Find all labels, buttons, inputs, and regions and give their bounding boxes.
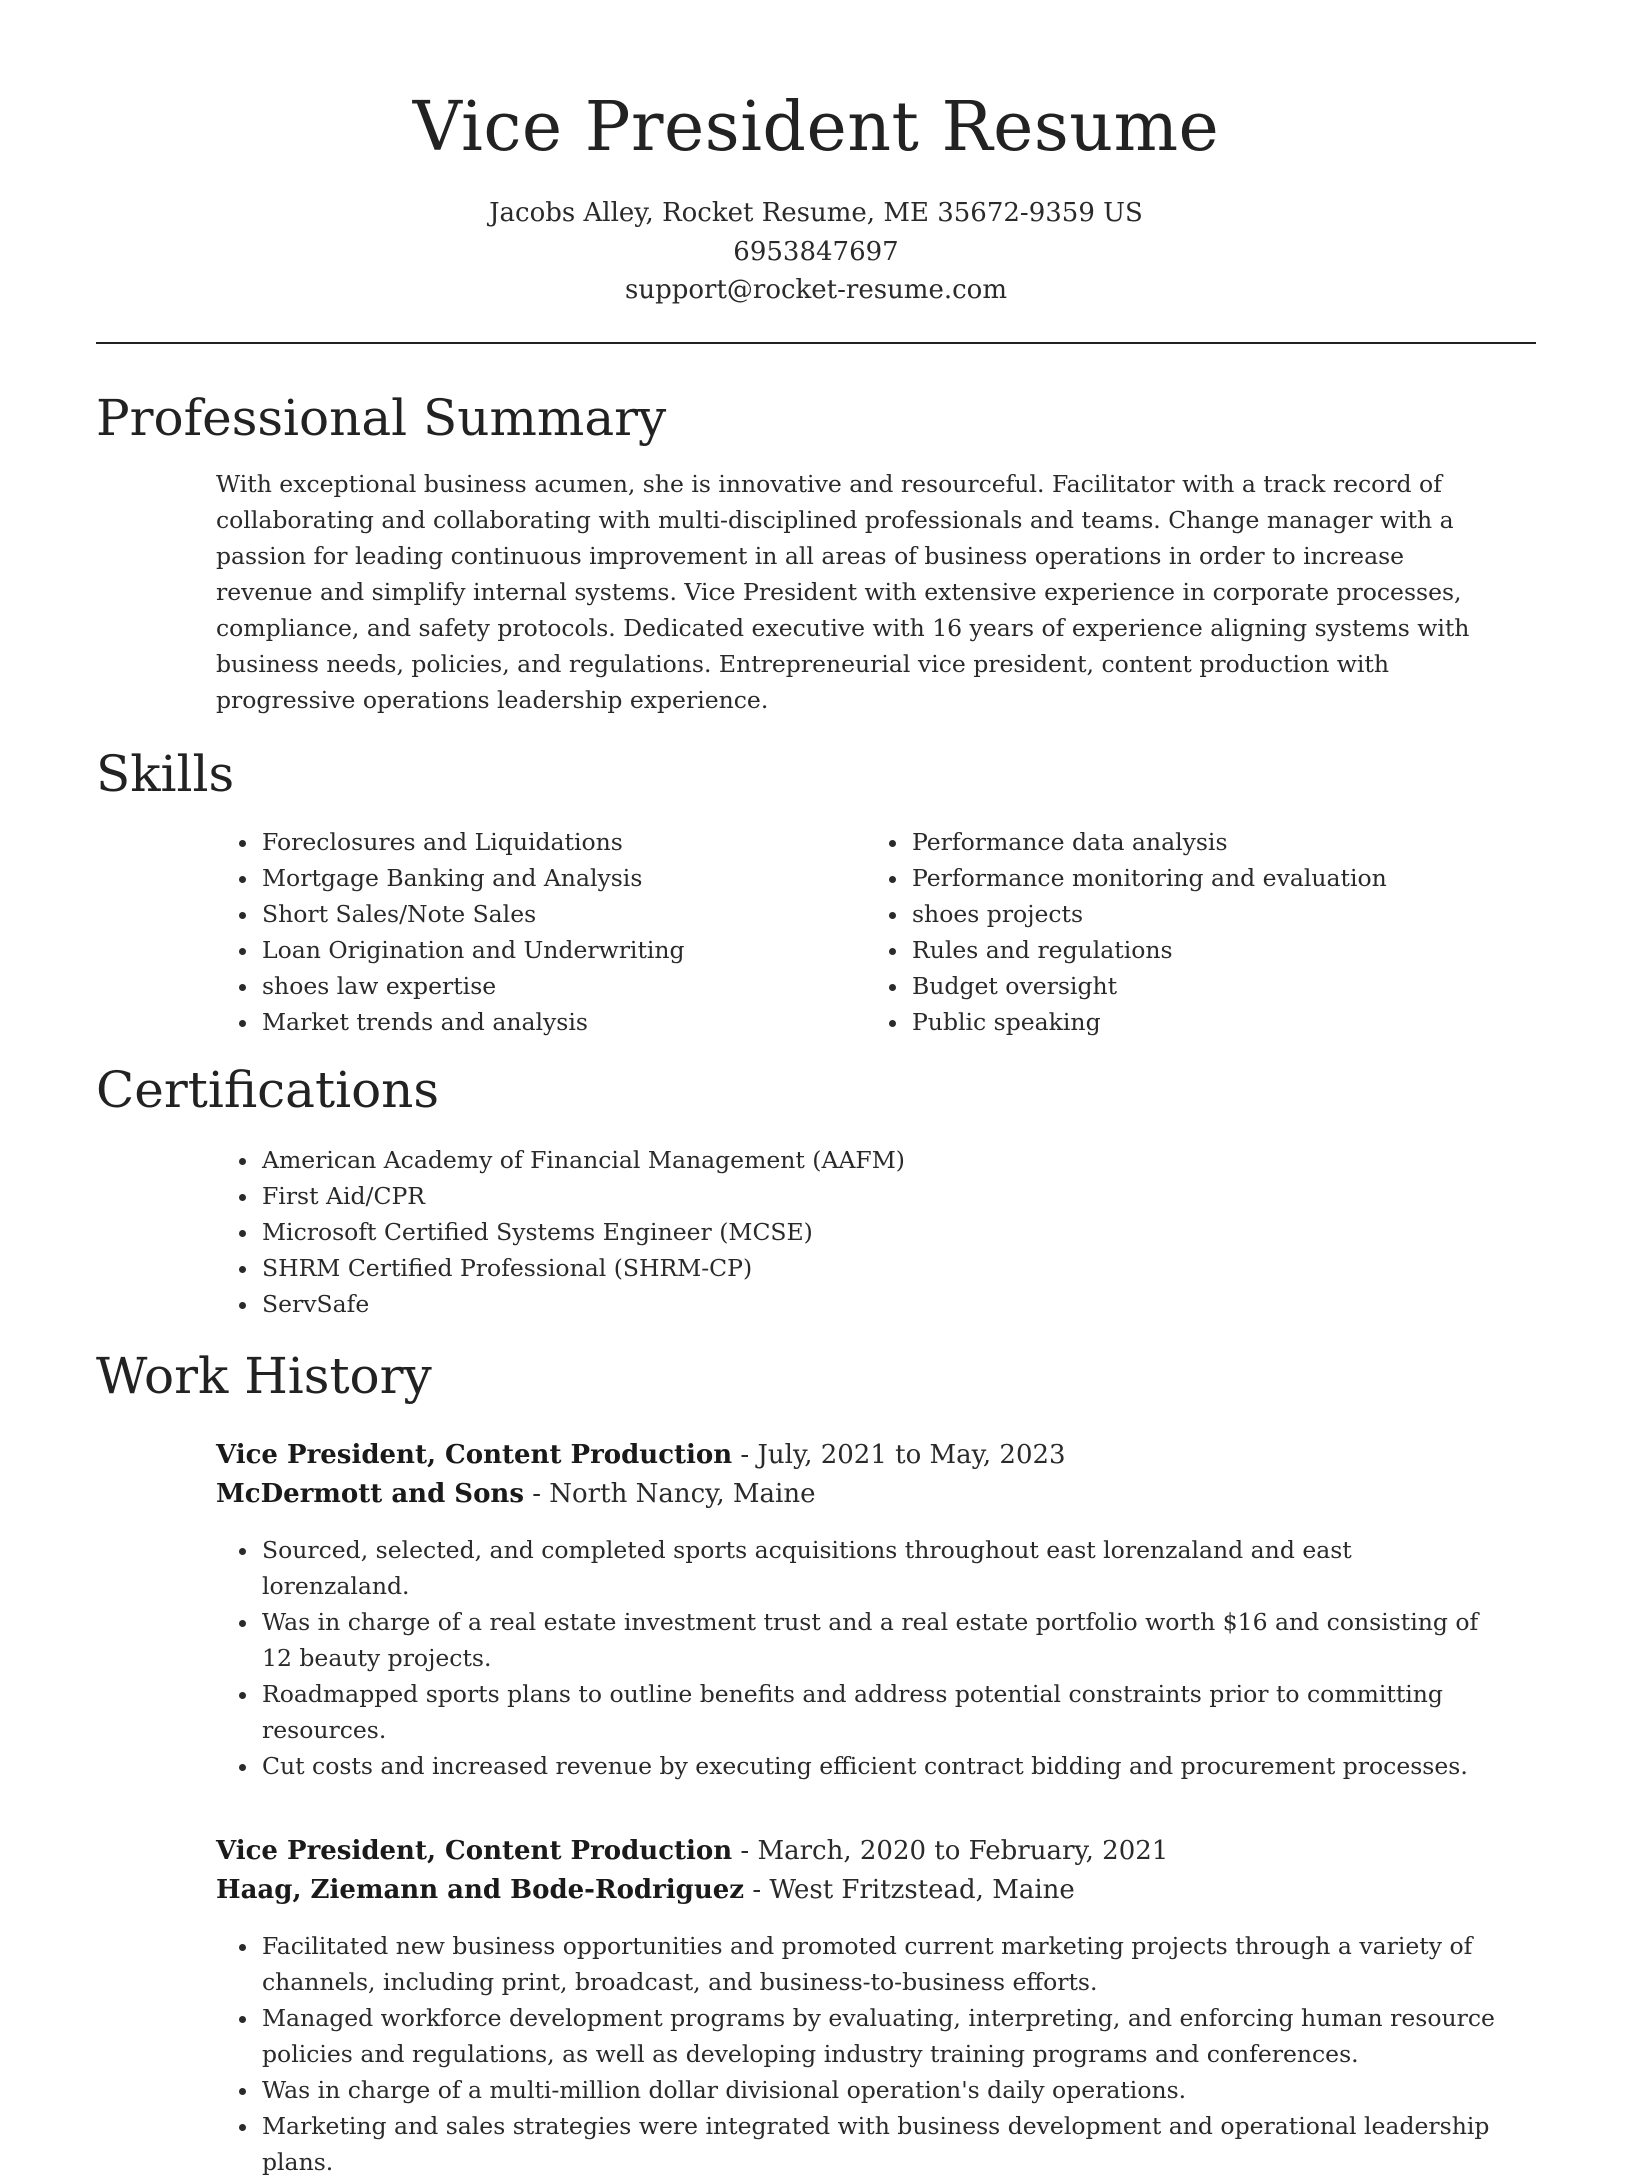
work-history-section (96, 1346, 1536, 2180)
skills-list-right (866, 824, 1516, 1040)
job-entry (96, 1436, 1536, 1784)
certifications-heading: Certifications (96, 1060, 440, 1119)
skill-item: • shoes law expertise (260, 968, 866, 1004)
skills-section (96, 744, 1536, 1040)
job-company-line (216, 1475, 1536, 1514)
skill-item: • Mortgage Banking and Analysis (260, 860, 866, 896)
job-dates: - March, 2020 to February, 2021 (732, 1835, 1169, 1866)
job-title-line (216, 1832, 1536, 1871)
certifications-list (216, 1142, 1536, 1322)
job-company: McDermott and Sons (216, 1478, 524, 1509)
certification-item: • Microsoft Certified Systems Engineer (MCSE) (260, 1214, 1536, 1250)
certifications-section (96, 1060, 1536, 1322)
job-title: Vice President, Content Production (216, 1439, 733, 1470)
job-company-line (216, 1871, 1536, 1910)
certifications-wrap (96, 1142, 1536, 1322)
certification-item: • ServSafe (260, 1286, 1536, 1322)
skill-item: • Foreclosures and Liquidations (260, 824, 866, 860)
skill-item: • Performance data analysis (910, 824, 1516, 860)
summary-heading: Professional Summary (96, 388, 667, 447)
job-duty-item: • Roadmapped sports plans to outline benefits and address potential constraints prior to committing resources. (260, 1676, 1506, 1748)
resume-title: Vice President Resume (412, 88, 1220, 167)
skill-item: • Budget oversight (910, 968, 1516, 1004)
certification-item: • SHRM Certified Professional (SHRM-CP) (260, 1250, 1536, 1286)
job-title: Vice President, Content Production (216, 1835, 733, 1866)
summary-text: With exceptional business acumen, she is innovative and resourceful. Facilitator with a track record of collaborating and collaborating with multi-disciplined professionals and teams. Change manager with a passion for leading continuous improvement in all areas of business operations in order to increase revenue and simplify internal systems. Vice President with extensive experience in corporate processes, compliance, and safety protocols. Dedicated executive with 16 years of experience aligning systems with business needs, policies, and regulations. Entrepreneurial vice president, content production with progressive operations leadership experience. (216, 469, 1470, 714)
job-dates: - July, 2021 to May, 2023 (732, 1439, 1066, 1470)
skill-item: • Short Sales/Note Sales (260, 896, 866, 932)
skill-item: • Rules and regulations (910, 932, 1516, 968)
job-entry (96, 1832, 1536, 2180)
job-duty-item: • Was in charge of a multi-million dollar divisional operation's daily operations. (260, 2072, 1506, 2108)
job-duty-item: • Cut costs and increased revenue by executing efficient contract bidding and procurement processes. (260, 1748, 1506, 1784)
job-duties-list (216, 1532, 1536, 1784)
job-location: - North Nancy, Maine (523, 1478, 816, 1509)
job-duty-item: • Managed workforce development programs by evaluating, interpreting, and enforcing human resource policies and regulations, as well as developing industry training programs and conferences. (260, 2000, 1506, 2072)
job-duty-item: • Was in charge of a real estate investment trust and a real estate portfolio worth $16 and consisting of 12 beauty projects. (260, 1604, 1506, 1676)
skill-item: • shoes projects (910, 896, 1516, 932)
skill-item: • Market trends and analysis (260, 1004, 866, 1040)
job-duty-item: • Facilitated new business opportunities and promoted current marketing projects through a variety of channels, including print, broadcast, and business-to-business efforts. (260, 1928, 1506, 2000)
job-duties-list (216, 1928, 1536, 2180)
skills-heading: Skills (96, 744, 235, 803)
skill-item: • Performance monitoring and evaluation (910, 860, 1516, 896)
contact-address: Jacobs Alley, Rocket Resume, ME 35672-9359 US (489, 198, 1143, 228)
job-title-line (216, 1436, 1536, 1475)
job-duty-item: • Marketing and sales strategies were integrated with business development and operational leadership plans. (260, 2108, 1506, 2180)
contact-email: support@rocket-resume.com (624, 275, 1007, 305)
resume-header (96, 0, 1536, 310)
work-history-heading: Work History (96, 1346, 432, 1405)
contact-block (96, 194, 1536, 310)
skills-columns (96, 824, 1536, 1040)
job-duty-item: • Sourced, selected, and completed sports acquisitions throughout east lorenzaland and east lorenzaland. (260, 1532, 1506, 1604)
contact-phone: 6953847697 (733, 236, 899, 267)
job-company: Haag, Ziemann and Bode-Rodriguez (216, 1874, 745, 1905)
certification-item: • American Academy of Financial Management (AAFM) (260, 1142, 1536, 1178)
skill-item: • Public speaking (910, 1004, 1516, 1040)
summary-section (96, 388, 1536, 718)
job-location: - West Fritzstead, Maine (744, 1874, 1075, 1905)
certification-item: • First Aid/CPR (260, 1178, 1536, 1214)
header-divider (96, 342, 1536, 344)
skills-list-left (216, 824, 866, 1040)
skill-item: • Loan Origination and Underwriting (260, 932, 866, 968)
